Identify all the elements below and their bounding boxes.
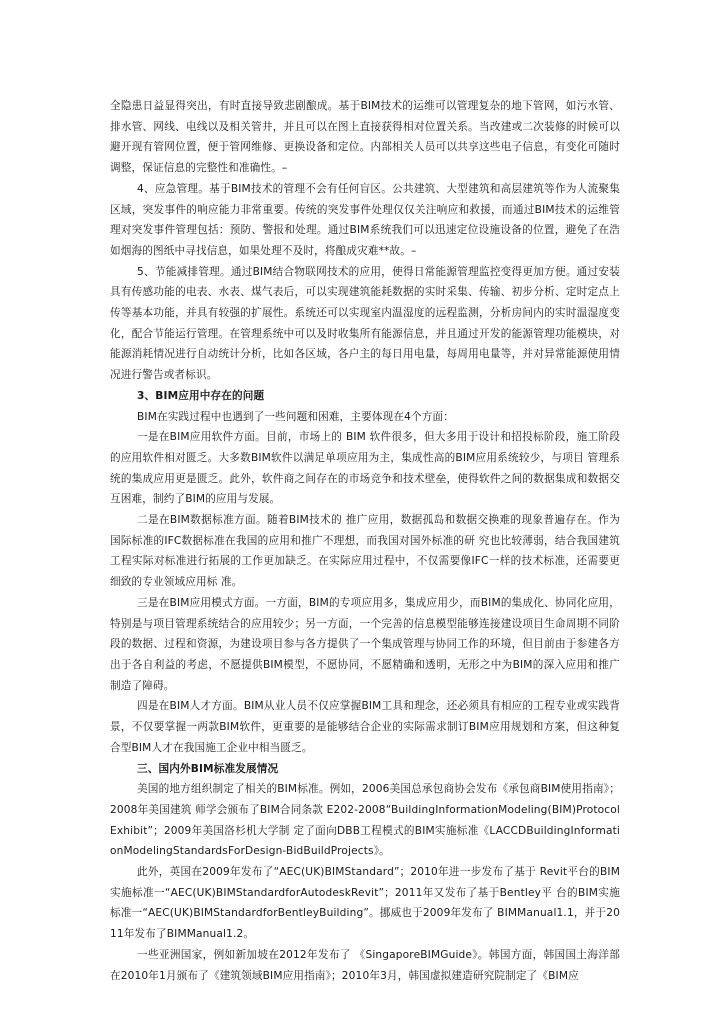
paragraph-uk-norway-standards: 此外，英国在2009年发布了“AEC(UK)BIMStandard”；2010年进一步发布了基于 Revit平台的BIM实施标准一“AEC(UK)BIMStandardforAutodeskRevit”；2011年又发布了基于Bentley平 台的BIM实施标准一“AEC(UK)BIMStandardforBentleyBuilding”。挪威也于2009年发布了 BIMManual1.1，并于2011年发布了BIMManual1.2。 <box>110 866 620 941</box>
paragraph-software-problem: 一是在BIM应用软件方面。目前，市场上的 BIM 软件很多，但大多用于设计和招投标阶段，施工阶段的应用软件相对匮乏。大多数BIM软件以满足单项应用为主，集成性高的BIM应用系统较少，与项目 管理系统的集成应用更是匮乏。此外，软件商之间存在的市场竞争和技术壁垒，使得软件之间的数据集成和数据交互困难，制约了BIM的应用与发展。 <box>110 431 620 506</box>
paragraph-asia-standards: 一些亚洲国家，例如新加坡在2012年发布了 《SingaporeBIMGuide》。韩国方面，韩国国土海洋部在2010年1月颁布了《建筑领域BIM应用指南》；2010年3月，韩国虚拟建造研究院制定了《BIM应 <box>110 948 620 982</box>
paragraph-energy-management: 5、节能减排管理。通过BIM结合物联网技术的应用，使得日常能源管理监控变得更加方便。通过安装具有传感功能的电表、水表、煤气表后，可以实现建筑能耗数据的实时采集、传输、初步分析、定时定点上传等基本功能，并具有较强的扩展性。系统还可以实现室内温湿度的远程监测，分析房间内的实时温湿度变化，配合节能运行管理。在管理系统中可以及时收集所有能源信息，并且通过开发的能源管理功能模块，对能源消耗情况进行自动统计分析，比如各区域，各户主的每日用电量，每周用电量等，并对异常能源使用情况进行警告或者标识。 <box>110 265 620 382</box>
paragraph-application-mode-problem: 三是在BIM应用模式方面。一方面，BIM的专项应用多，集成应用少，而BIM的集成化、协同化应用，特别是与项目管理系统结合的应用较少；另一方面，一个完善的信息模型能够连接建设项目生命周期不同阶段的数据、过程和资源，为建设项目参与各方提供了一个集成管理与协同工作的环境，但目前由于参建各方出于各自利益的考虑，不愿提供BIM模型，不愿协同，不愿精确和透明，无形之中为BIM的深入应用和推广制造了障碍。 <box>110 596 620 692</box>
paragraph-problems-intro: BIM在实践过程中也遇到了一些问题和困难，主要体现在4个方面： <box>137 410 454 423</box>
paragraph-data-standard-problem: 二是在BIM数据标准方面。随着BIM技术的 推广应用，数据孤岛和数据交换难的现象普遍存在。作为国际标准的IFC数据标准在我国的应用和推广不理想，而我国对国外标准的研 究也比较薄弱，结合我国建筑工程实际对标准进行拓展的工作更加缺乏。在实际应用过程中，不仅需要像IFC一样的技术标准，还需要更细致的专业领域应用标 准。 <box>110 514 620 589</box>
paragraph-talent-problem: 四是在BIM人才方面。BIM从业人员不仅应掌握BIM工具和理念，还必须具有相应的工程专业或实践背景，不仅要掌握一两款BIM软件，更重要的是能够结合企业的实际需求制订BIM应用规划和方案，但这种复合型BIM人才在我国施工企业中相当匮乏。 <box>110 700 620 754</box>
paragraph-emergency-management: 4、应急管理。基于BIM技术的管理不会有任何盲区。公共建筑、大型建筑和高层建筑等作为人流聚集区域，突发事件的响应能力非常重要。传统的突发事件处理仅仅关注响应和救援，而通过BIM技术的运维管理对突发事件管理包括：预防、警报和处理。通过BIM系统我们可以迅速定位设施设备的位置，避免了在浩如烟海的图纸中寻找信息，如果处理不及时，将酿成灾难**故。– <box>110 182 620 257</box>
document-body <box>110 96 620 986</box>
paragraph-pipe-network: 全隐患日益显得突出，有时直接导致悲剧酿成。基于BIM技术的运维可以管理复杂的地下管网，如污水管、排水管、网线、电线以及相关管井，并且可以在图上直接获得相对位置关系。当改建或二次装修的时候可以避开现有管网位置，便于管网维修、更换设备和定位。内部相关人员可以共享这些电子信息，有变化可随时调整，保证信息的完整性和准确性。– <box>110 100 620 175</box>
section-heading-bim-problems: 3、BIM应用中存在的问题 <box>137 389 265 402</box>
paragraph-us-standards: 美国的地方组织制定了相关的BIM标准。例如，2006美国总承包商协会发布《承包商BIM使用指南》；2008年美国建筑 师学会颁布了BIM合同条款 E202-2008“BuildingInformationModeling(BIM)ProtocolExhibit”；2009年美国洛杉机大学制 定了面向DBB工程模式的BIM实施标准《LACCDBuildingInformationModelingStandardsForDesign-BidBuildProjects》。 <box>110 783 620 858</box>
section-heading-bim-standards: 三、国内外BIM标准发展情况 <box>137 762 279 775</box>
